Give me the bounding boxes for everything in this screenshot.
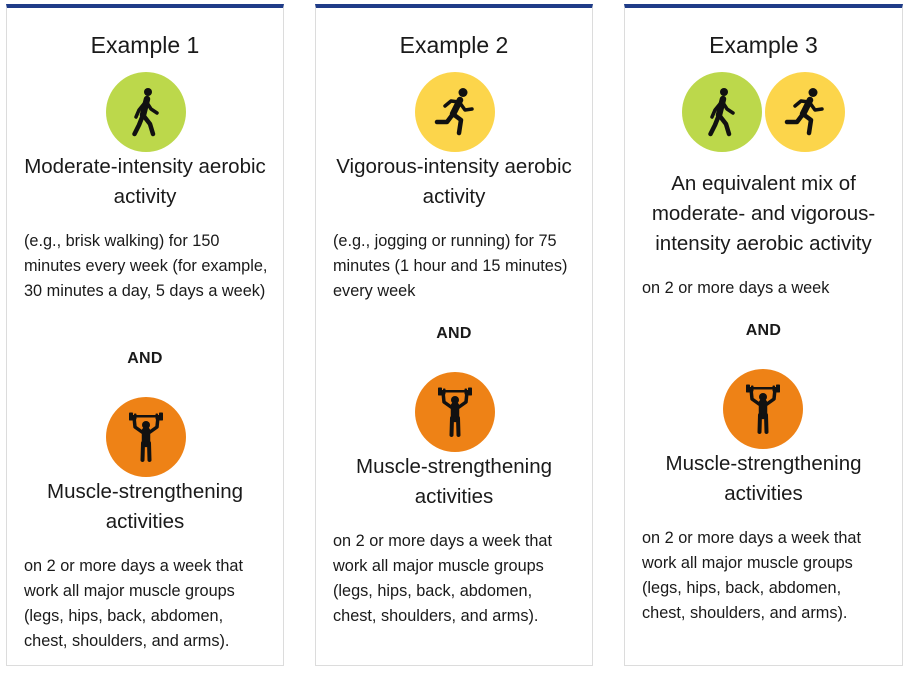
walking-person-icon	[682, 72, 762, 152]
card-title: Example 2	[399, 32, 509, 58]
and-connector: AND	[127, 350, 163, 367]
muscle-detail: on 2 or more days a week that work all major muscle groups (legs, hips, back, abdomen, chest, shoulders, and arms).	[24, 557, 244, 650]
example-card-1	[6, 4, 284, 666]
aerobic-detail: (e.g., brisk walking) for 150 minutes every week (for example, 30 minutes a day, 5 days a week)	[24, 232, 268, 300]
muscle-detail: on 2 or more days a week that work all major muscle groups (legs, hips, back, abdomen, chest, shoulders, and arms).	[642, 529, 862, 622]
running-person-icon	[415, 72, 495, 152]
running-person-icon	[765, 72, 845, 152]
card-title: Example 1	[90, 32, 200, 58]
aerobic-heading: Vigorous-intensity aerobic activity	[336, 155, 572, 208]
walking-person-icon	[106, 72, 186, 152]
weightlifting-person-icon	[723, 369, 803, 449]
aerobic-heading: Moderate-intensity aerobic activity	[24, 155, 266, 208]
muscle-heading: Muscle-strengthening activities	[47, 480, 243, 533]
muscle-heading: Muscle-strengthening activities	[356, 455, 552, 508]
and-connector: AND	[436, 325, 472, 342]
aerobic-detail: on 2 or more days a week	[642, 279, 830, 297]
example-card-2	[315, 4, 593, 666]
muscle-heading: Muscle-strengthening activities	[665, 452, 862, 505]
example-card-3	[624, 4, 903, 666]
muscle-detail: on 2 or more days a week that work all major muscle groups (legs, hips, back, abdomen, chest, shoulders, and arms).	[333, 532, 553, 625]
aerobic-heading: An equivalent mix of moderate- and vigorous-intensity aerobic activity	[651, 172, 876, 255]
weightlifting-person-icon	[415, 372, 495, 452]
card-title: Example 3	[709, 32, 818, 58]
weightlifting-person-icon	[106, 397, 186, 477]
aerobic-detail: (e.g., jogging or running) for 75 minutes (1 hour and 15 minutes) every week	[333, 232, 568, 300]
and-connector: AND	[745, 322, 782, 339]
